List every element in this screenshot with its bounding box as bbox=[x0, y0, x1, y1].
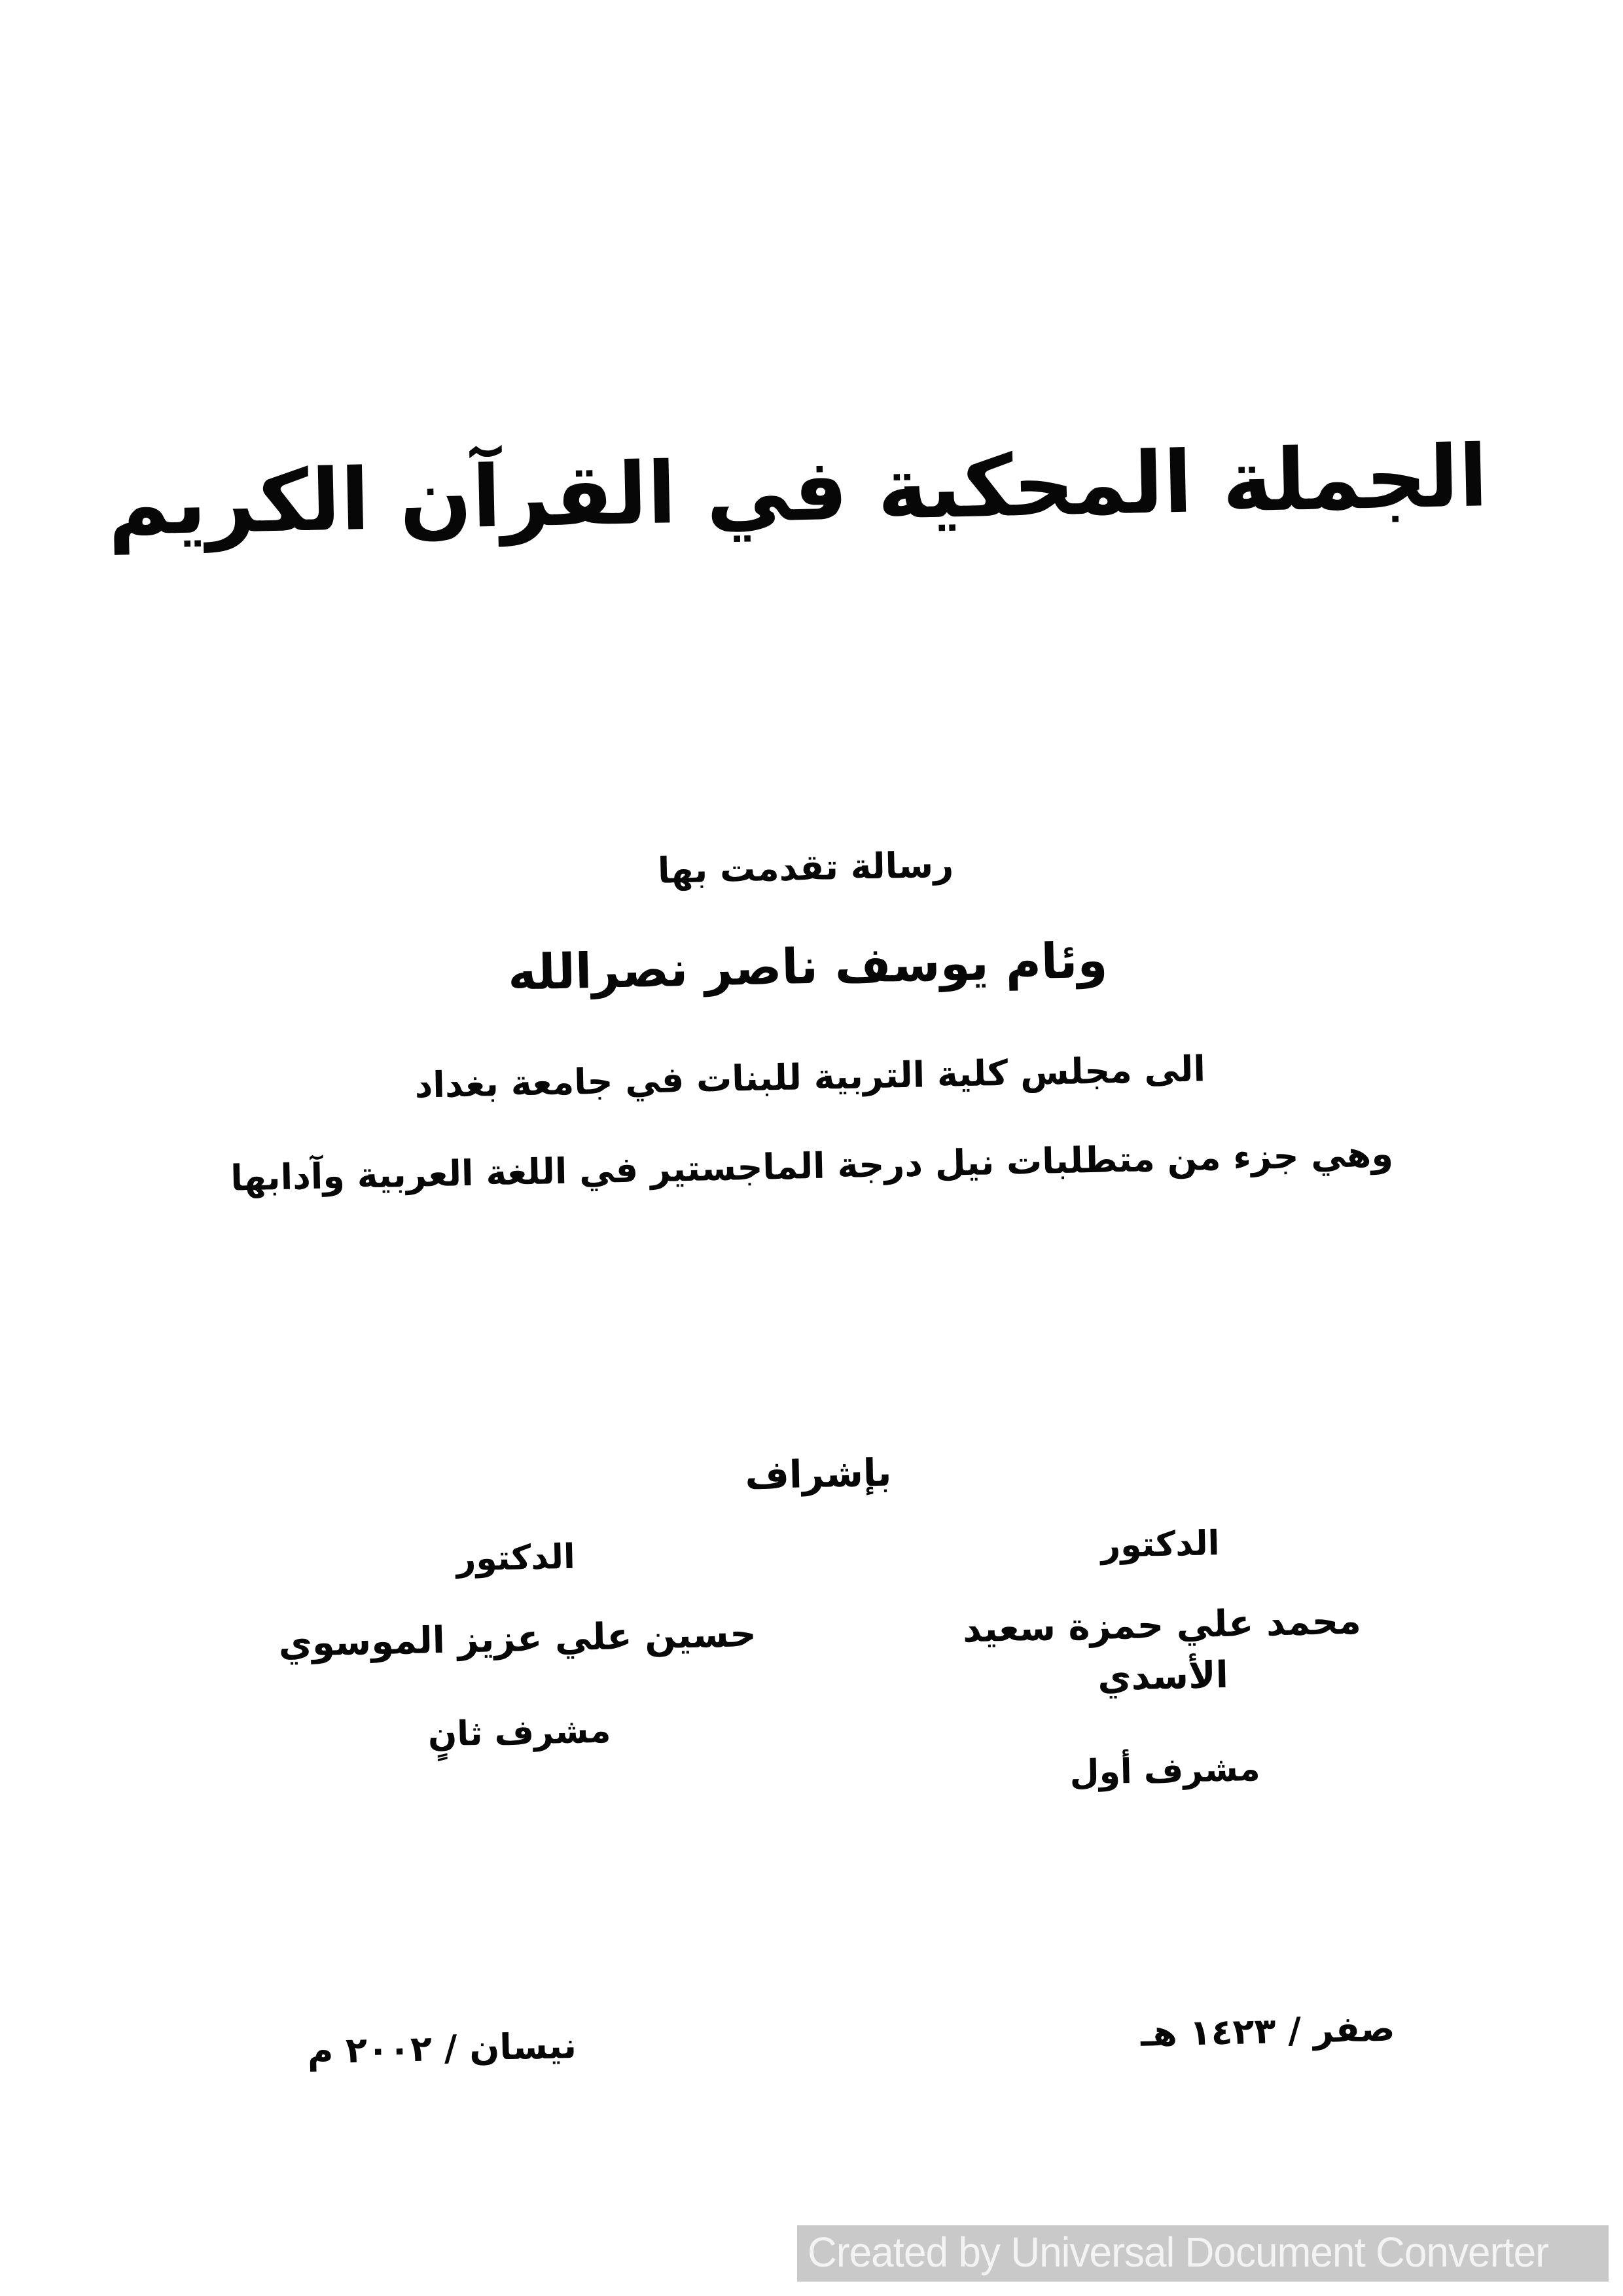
submission-to-council: الى مجلس كلية التربية للبنات في جامعة بغداد bbox=[414, 1048, 1206, 1106]
supervisor-first-role: مشرف أول bbox=[1069, 1749, 1261, 1793]
date-hijri: صفر / ١٤٢٣ هـ bbox=[1140, 2007, 1396, 2054]
author-name: وئام يوسف ناصر نصرالله bbox=[507, 932, 1109, 1001]
supervisor-second-role: مشرف ثانٍ bbox=[427, 1711, 611, 1755]
supervisor-first-title: الدكتور bbox=[1100, 1524, 1221, 1566]
date-gregorian: نيسان / ٢٠٠٢ م bbox=[307, 2024, 577, 2072]
submission-intro: رسالة تقدمت بها bbox=[657, 844, 954, 891]
supervision-heading: بإشراف bbox=[744, 1450, 893, 1498]
supervisor-first-block bbox=[898, 1516, 1427, 1801]
supervisor-second-title: الدكتور bbox=[455, 1537, 576, 1579]
watermark-bar bbox=[797, 2225, 1609, 2282]
thesis-title: الجملة المحكية في القرآن الكريم bbox=[106, 426, 1489, 555]
degree-requirement-note: وهي جزء من متطلبات نيل درجة الماجستير في اللغة العربية وآدابها bbox=[230, 1133, 1394, 1199]
supervisor-second-name: حسين علي عزيز الموسوي bbox=[277, 1612, 757, 1666]
supervisor-second-block bbox=[253, 1529, 781, 1763]
supervisor-first-name: محمد علي حمزة سعيد الأسدي bbox=[962, 1600, 1362, 1700]
watermark-text: Created by Universal Document Converter bbox=[808, 2229, 1548, 2276]
